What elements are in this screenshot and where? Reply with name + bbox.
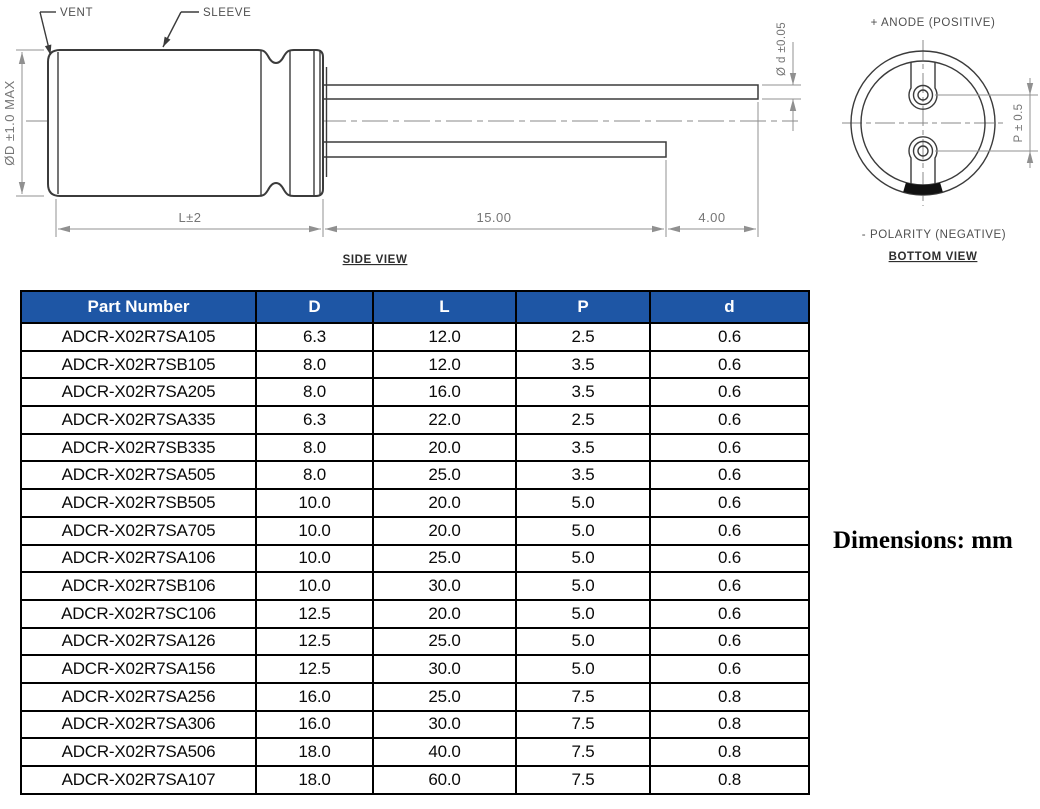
table-header-row (21, 291, 809, 323)
table-row (21, 351, 809, 379)
table-cell: 10.0 (256, 545, 373, 573)
table-cell: 30.0 (373, 572, 516, 600)
lead-length-label: 15.00 (476, 210, 512, 225)
table-cell: ADCR-X02R7SB105 (21, 351, 256, 379)
table-cell: 10.0 (256, 489, 373, 517)
table-cell: 0.6 (650, 461, 809, 489)
table-row (21, 406, 809, 434)
lead-diameter-label: Ø d ±0.05 (776, 21, 788, 76)
table-cell: 60.0 (373, 766, 516, 794)
sleeve-label: SLEEVE (203, 7, 252, 19)
table-cell: 20.0 (373, 434, 516, 462)
table-cell: 5.0 (516, 489, 650, 517)
table-cell: 6.3 (256, 323, 373, 351)
table-cell: 3.5 (516, 351, 650, 379)
table-cell: ADCR-X02R7SA505 (21, 461, 256, 489)
table-cell: 3.5 (516, 461, 650, 489)
table-cell: 25.0 (373, 545, 516, 573)
header-d-lower: d (650, 291, 809, 323)
table-cell: 0.6 (650, 517, 809, 545)
lead-offset-label: 4.00 (698, 210, 726, 225)
table-row (21, 572, 809, 600)
table-row (21, 766, 809, 794)
table-cell: 0.8 (650, 683, 809, 711)
table-cell: 0.6 (650, 489, 809, 517)
table-row (21, 517, 809, 545)
header-l: L (373, 291, 516, 323)
table-cell: ADCR-X02R7SA107 (21, 766, 256, 794)
table-cell: 7.5 (516, 711, 650, 739)
table-cell: 10.0 (256, 572, 373, 600)
table-cell: 12.5 (256, 600, 373, 628)
table-cell: ADCR-X02R7SA126 (21, 628, 256, 656)
table-cell: 12.5 (256, 628, 373, 656)
table-cell: 0.6 (650, 600, 809, 628)
table-cell: 5.0 (516, 572, 650, 600)
table-cell: 18.0 (256, 738, 373, 766)
table-cell: 22.0 (373, 406, 516, 434)
spec-table (20, 290, 810, 795)
table-cell: 0.6 (650, 406, 809, 434)
table-cell: 16.0 (373, 378, 516, 406)
lead-diameter-dimension (762, 22, 801, 131)
table-row (21, 628, 809, 656)
pitch-label: P ± 0.5 (1013, 103, 1025, 143)
table-cell: 18.0 (256, 766, 373, 794)
table-cell: ADCR-X02R7SB106 (21, 572, 256, 600)
table-cell: ADCR-X02R7SA705 (21, 517, 256, 545)
table-cell: 5.0 (516, 545, 650, 573)
table-cell: ADCR-X02R7SA156 (21, 655, 256, 683)
table-row (21, 545, 809, 573)
table-row (21, 378, 809, 406)
table-cell: 30.0 (373, 655, 516, 683)
polarity-label: - POLARITY (NEGATIVE) (861, 229, 1007, 241)
table-row (21, 655, 809, 683)
table-cell: 16.0 (256, 683, 373, 711)
table-cell: ADCR-X02R7SA335 (21, 406, 256, 434)
table-cell: 8.0 (256, 378, 373, 406)
table-cell: 25.0 (373, 683, 516, 711)
header-d: D (256, 291, 373, 323)
vent-callout (40, 7, 93, 55)
anode-lead (323, 85, 758, 99)
table-cell: 12.0 (373, 323, 516, 351)
table-cell: 3.5 (516, 378, 650, 406)
side-view-caption: SIDE VIEW (342, 254, 408, 266)
table-row (21, 434, 809, 462)
table-cell: 0.8 (650, 738, 809, 766)
capacitor-body (48, 50, 323, 196)
table-cell: ADCR-X02R7SA306 (21, 711, 256, 739)
table-cell: 0.8 (650, 766, 809, 794)
table-cell: 5.0 (516, 655, 650, 683)
table-cell: 0.6 (650, 655, 809, 683)
header-part-number: Part Number (21, 291, 256, 323)
table-cell: 0.6 (650, 545, 809, 573)
table-cell: 5.0 (516, 517, 650, 545)
table-cell: 0.6 (650, 572, 809, 600)
diameter-dimension (2, 50, 44, 196)
body-length-label: L±2 (178, 210, 202, 225)
bottom-view-caption: BOTTOM VIEW (888, 251, 978, 263)
table-cell: 0.8 (650, 711, 809, 739)
table-cell: ADCR-X02R7SA205 (21, 378, 256, 406)
table-cell: 7.5 (516, 766, 650, 794)
table-cell: 8.0 (256, 461, 373, 489)
bottom-view (842, 17, 1038, 263)
table-row (21, 323, 809, 351)
diameter-dim-label: ØD ±1.0 MAX (2, 80, 17, 166)
table-cell: 40.0 (373, 738, 516, 766)
table-row (21, 683, 809, 711)
table-cell: 7.5 (516, 683, 650, 711)
table-cell: ADCR-X02R7SB505 (21, 489, 256, 517)
table-cell: 8.0 (256, 351, 373, 379)
table-cell: 5.0 (516, 600, 650, 628)
capacitor-dimension-drawing (0, 0, 1040, 285)
table-cell: 5.0 (516, 628, 650, 656)
table-cell: 20.0 (373, 489, 516, 517)
table-cell: 10.0 (256, 517, 373, 545)
table-cell: 25.0 (373, 461, 516, 489)
table-cell: 25.0 (373, 628, 516, 656)
table-cell: 0.6 (650, 351, 809, 379)
table-cell: 20.0 (373, 517, 516, 545)
table-cell: 20.0 (373, 600, 516, 628)
table-cell: 12.5 (256, 655, 373, 683)
table-cell: ADCR-X02R7SA256 (21, 683, 256, 711)
table-cell: 2.5 (516, 406, 650, 434)
sleeve-callout (163, 7, 251, 47)
table-row (21, 489, 809, 517)
table-cell: 12.0 (373, 351, 516, 379)
table-row (21, 600, 809, 628)
table-cell: 7.5 (516, 738, 650, 766)
table-cell: 16.0 (256, 711, 373, 739)
cathode-lead (323, 142, 666, 157)
table-cell: 0.6 (650, 434, 809, 462)
table-cell: 8.0 (256, 434, 373, 462)
table-cell: ADCR-X02R7SA106 (21, 545, 256, 573)
spec-table-body (21, 323, 809, 794)
table-cell: ADCR-X02R7SA105 (21, 323, 256, 351)
table-row (21, 461, 809, 489)
vent-label: VENT (60, 7, 94, 19)
table-cell: 0.6 (650, 378, 809, 406)
side-view (2, 7, 801, 266)
table-row (21, 738, 809, 766)
table-cell: 30.0 (373, 711, 516, 739)
table-cell: ADCR-X02R7SC106 (21, 600, 256, 628)
table-cell: 0.6 (650, 323, 809, 351)
table-cell: 3.5 (516, 434, 650, 462)
units-note: Dimensions: mm (833, 527, 1013, 554)
table-cell: ADCR-X02R7SA506 (21, 738, 256, 766)
header-p: P (516, 291, 650, 323)
table-row (21, 711, 809, 739)
table-cell: 6.3 (256, 406, 373, 434)
anode-label: + ANODE (POSITIVE) (870, 17, 996, 29)
table-cell: 0.6 (650, 628, 809, 656)
table-cell: 2.5 (516, 323, 650, 351)
table-cell: ADCR-X02R7SB335 (21, 434, 256, 462)
